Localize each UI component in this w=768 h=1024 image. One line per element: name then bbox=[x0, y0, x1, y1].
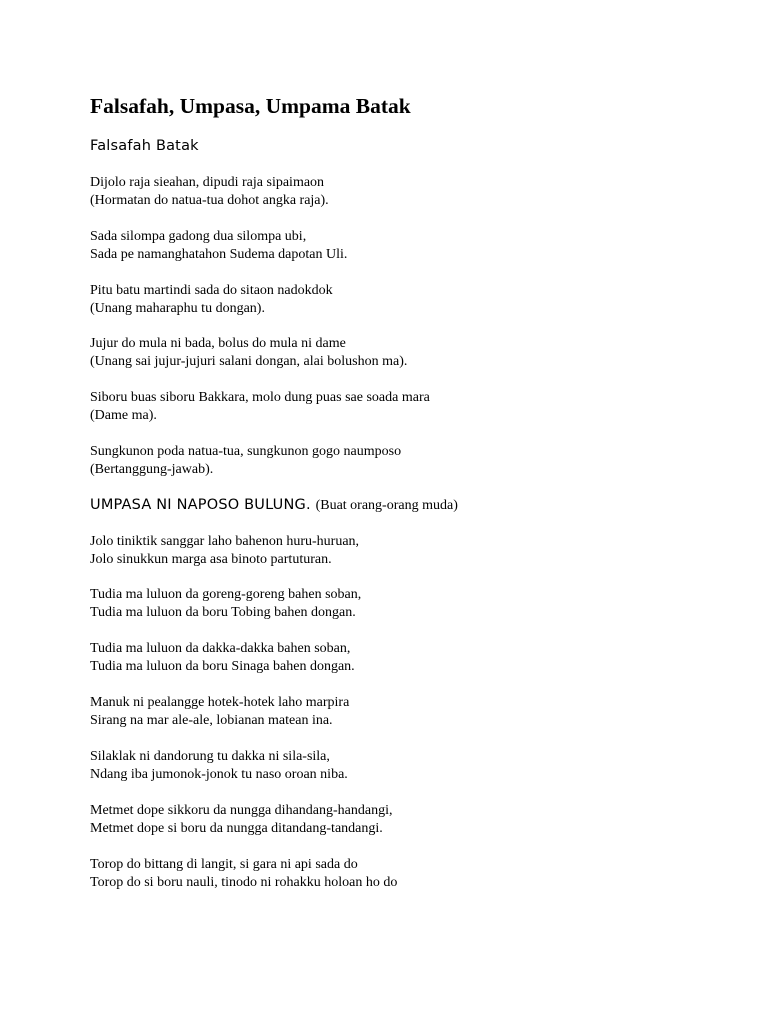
verse-line: Sirang na mar ale-ale, lobianan matean ina. bbox=[90, 713, 333, 728]
verse-line: Sada silompa gadong dua silompa ubi, bbox=[90, 229, 307, 244]
verse-line: Tudia ma luluon da boru Sinaga bahen dongan. bbox=[90, 659, 355, 674]
verse bbox=[90, 389, 430, 425]
verse bbox=[90, 640, 355, 676]
verse-line: Jolo tiniktik sanggar laho bahenon huru-huruan, bbox=[90, 534, 360, 549]
verse-line: Torop do si boru nauli, tinodo ni rohakku holoan ho do bbox=[90, 875, 398, 890]
verse-line: Jujur do mula ni bada, bolus do mula ni dame bbox=[90, 336, 346, 351]
verse-line: Manuk ni pealangge hotek-hotek laho marpira bbox=[90, 695, 350, 710]
page-title: Falsafah, Umpasa, Umpama Batak bbox=[90, 94, 411, 118]
verse bbox=[90, 174, 329, 210]
verse-line: Tudia ma luluon da boru Tobing bahen dongan. bbox=[90, 605, 356, 620]
verse-line: Silaklak ni dandorung tu dakka ni sila-sila, bbox=[90, 749, 330, 764]
section-heading-text: UMPASA NI NAPOSO BULUNG. bbox=[90, 497, 311, 513]
verse bbox=[90, 694, 349, 730]
verse bbox=[90, 282, 333, 318]
section-heading-umpasa bbox=[90, 495, 458, 516]
verse-line: (Unang sai jujur-jujuri salani dongan, alai bolushon ma). bbox=[90, 354, 408, 369]
section-heading-falsafah: Falsafah Batak bbox=[90, 138, 199, 154]
verse bbox=[90, 443, 401, 479]
verse bbox=[90, 802, 392, 838]
verse bbox=[90, 586, 361, 622]
verse bbox=[90, 335, 407, 371]
verse bbox=[90, 748, 348, 784]
verse-line: Ndang iba jumonok-jonok tu naso oroan niba. bbox=[90, 767, 348, 782]
verse-line: Sada pe namanghatahon Sudema dapotan Uli. bbox=[90, 247, 348, 262]
verse-line: Torop do bittang di langit, si gara ni api sada do bbox=[90, 857, 358, 872]
verse bbox=[90, 856, 397, 892]
verse bbox=[90, 228, 347, 264]
verse-line: Sungkunon poda natua-tua, sungkunon gogo naumposo bbox=[90, 444, 402, 459]
verse-line: (Bertanggung-jawab). bbox=[90, 462, 214, 477]
verse-line: Siboru buas siboru Bakkara, molo dung puas sae soada mara bbox=[90, 390, 430, 405]
verse-line: (Unang maharaphu tu dongan). bbox=[90, 301, 265, 316]
verse-line: Tudia ma luluon da dakka-dakka bahen soban, bbox=[90, 641, 351, 656]
verse-line: Pitu batu martindi sada do sitaon nadokdok bbox=[90, 283, 333, 298]
verse-line: Jolo sinukkun marga asa binoto partuturan. bbox=[90, 552, 332, 567]
verse-line: (Hormatan do natua-tua dohot angka raja). bbox=[90, 193, 329, 208]
verse-line: Dijolo raja sieahan, dipudi raja sipaimaon bbox=[90, 175, 325, 190]
verse-line: Tudia ma luluon da goreng-goreng bahen soban, bbox=[90, 587, 362, 602]
section-heading-note: (Buat orang-orang muda) bbox=[315, 498, 458, 513]
verse bbox=[90, 533, 359, 569]
verse-line: Metmet dope si boru da nungga ditandang-tandangi. bbox=[90, 821, 383, 836]
verse-line: Metmet dope sikkoru da nungga dihandang-handangi, bbox=[90, 803, 393, 818]
verse-line: (Dame ma). bbox=[90, 408, 157, 423]
